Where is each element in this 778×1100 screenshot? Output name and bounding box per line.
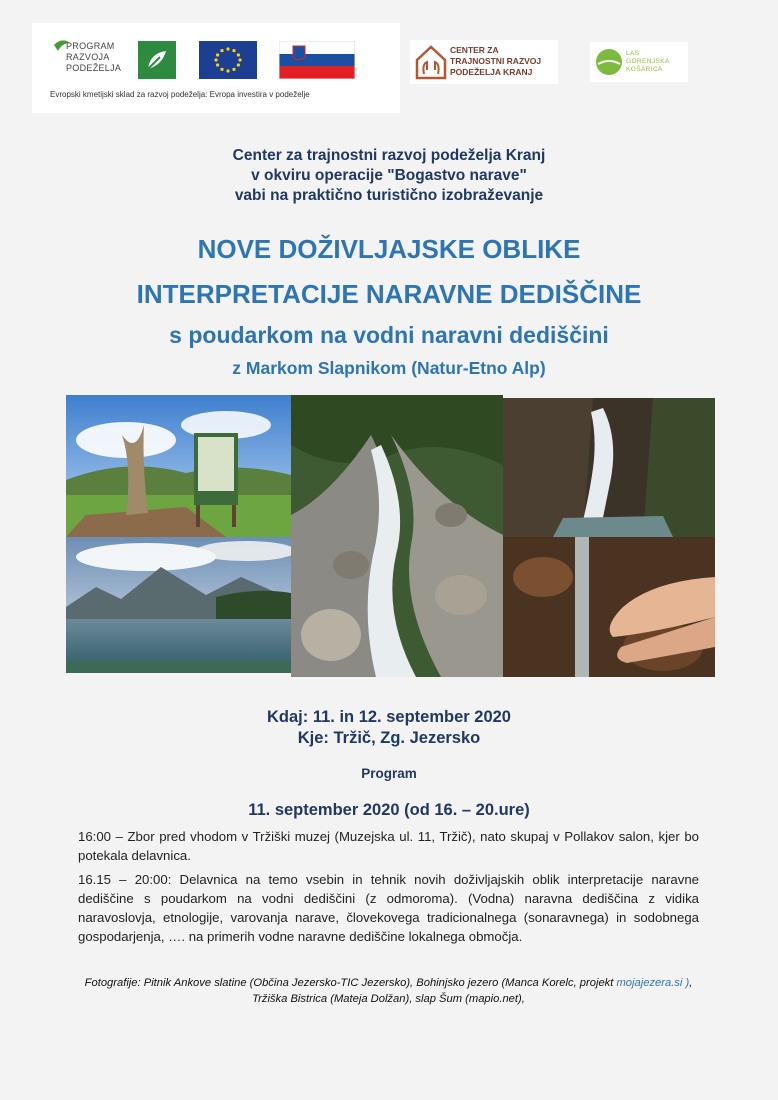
photo-bohinj-lake [66,537,291,673]
day-heading: 11. september 2020 (od 16. – 20.ure) [248,801,530,819]
photo-credits [78,975,699,1007]
ctrp-line-1: CENTER ZA [450,45,499,55]
mojajezera-link[interactable]: mojajezera.si ) [616,977,690,989]
intro-line-1: Center za trajnostni razvoj podeželja Kranj [232,147,546,164]
ctrp-kranj-logo [410,40,558,84]
program-line-1: PROGRAM [66,41,115,51]
las-logo-text [626,50,670,74]
event-when: Kdaj: 11. in 12. september 2020 [267,708,511,726]
photo-trziska-bistrica-river [291,395,503,677]
program-label: Program [361,766,417,781]
intro-line-2: v okviru operacije "Bogastvo narave" [251,167,527,184]
ctrp-line-3: PODEŽELJA KRANJ [450,67,533,77]
headline-title-2: INTERPRETACIJE NARAVNE DEDIŠČINE [136,279,642,309]
schedule-item-1: 16:00 – Zbor pred vhodom v Tržiški muzej (Muzejska ul. 11, Tržič), nato skupaj v Pollakov salon, kjer bo potekala delavnica. [78,829,699,863]
event-where: Kje: Tržič, Zg. Jezersko [297,729,481,747]
credits-part-1: Fotografije: Pitnik Ankove slatine (Občina Jezersko-TIC Jezersko), Bohinjsko jezero (Manca Korelc, projekt [84,977,614,989]
fund-caption: Evropski kmetijski sklad za razvoj podeželja: Evropa investira v podeželje [50,90,310,99]
eu-flag-icon [199,41,257,79]
program-line-3: PODEŽELJA [66,63,122,73]
program-line-2: RAZVOJA [66,52,110,62]
ctrp-logo-text [450,45,541,78]
leaf-icon [140,43,174,77]
photo-mineral-spring [66,395,291,537]
credits-part-2: , Tržiška Bistrica (Mateja Dolžan), slap Šum (mapio.net), [252,977,693,1005]
headline-subtitle: s poudarkom na vodni naravni dediščini [169,322,609,348]
headline-presenter: z Markom Slapnikom (Natur-Etno Alp) [232,358,546,378]
las-gorenjska-kosarica-logo [590,42,688,82]
las-line-3: KOŠARICA [626,66,663,73]
slovenia-flag-icon [279,41,355,79]
schedule-item-2: 16.15 – 20:00: Delavnica na temo vsebin in tehnik novih doživljajskih oblik interpretacije naravne dediščine s poudarkom na vodni dediščini (z odmoroma). (Vodna) naravna dediščina z vidika naravoslovja, etnologije, varovanja narave, človekovega tradicionalnega (sonaravnega) in sodobnega gospodarjenja, …. na primerih vodne naravne dediščine lokalnega območja. [78,872,699,944]
funding-logos [32,23,400,113]
leader-logo [138,41,176,79]
las-line-1: LAS [626,50,640,57]
las-line-2: GORENJSKA [626,58,670,65]
ctrp-line-2: TRAJNOSTNI RAZVOJ [450,56,542,66]
house-hands-icon [414,44,448,80]
intro-line-3: vabi na praktično turistično izobraževanje [234,187,544,204]
green-circle-icon [595,48,623,76]
photo-sum-waterfall [503,398,715,537]
headline-title-1: NOVE DOŽIVLJAJSKE OBLIKE [197,234,581,264]
program-logo-text [66,41,121,74]
photo-hands-water [503,537,715,677]
